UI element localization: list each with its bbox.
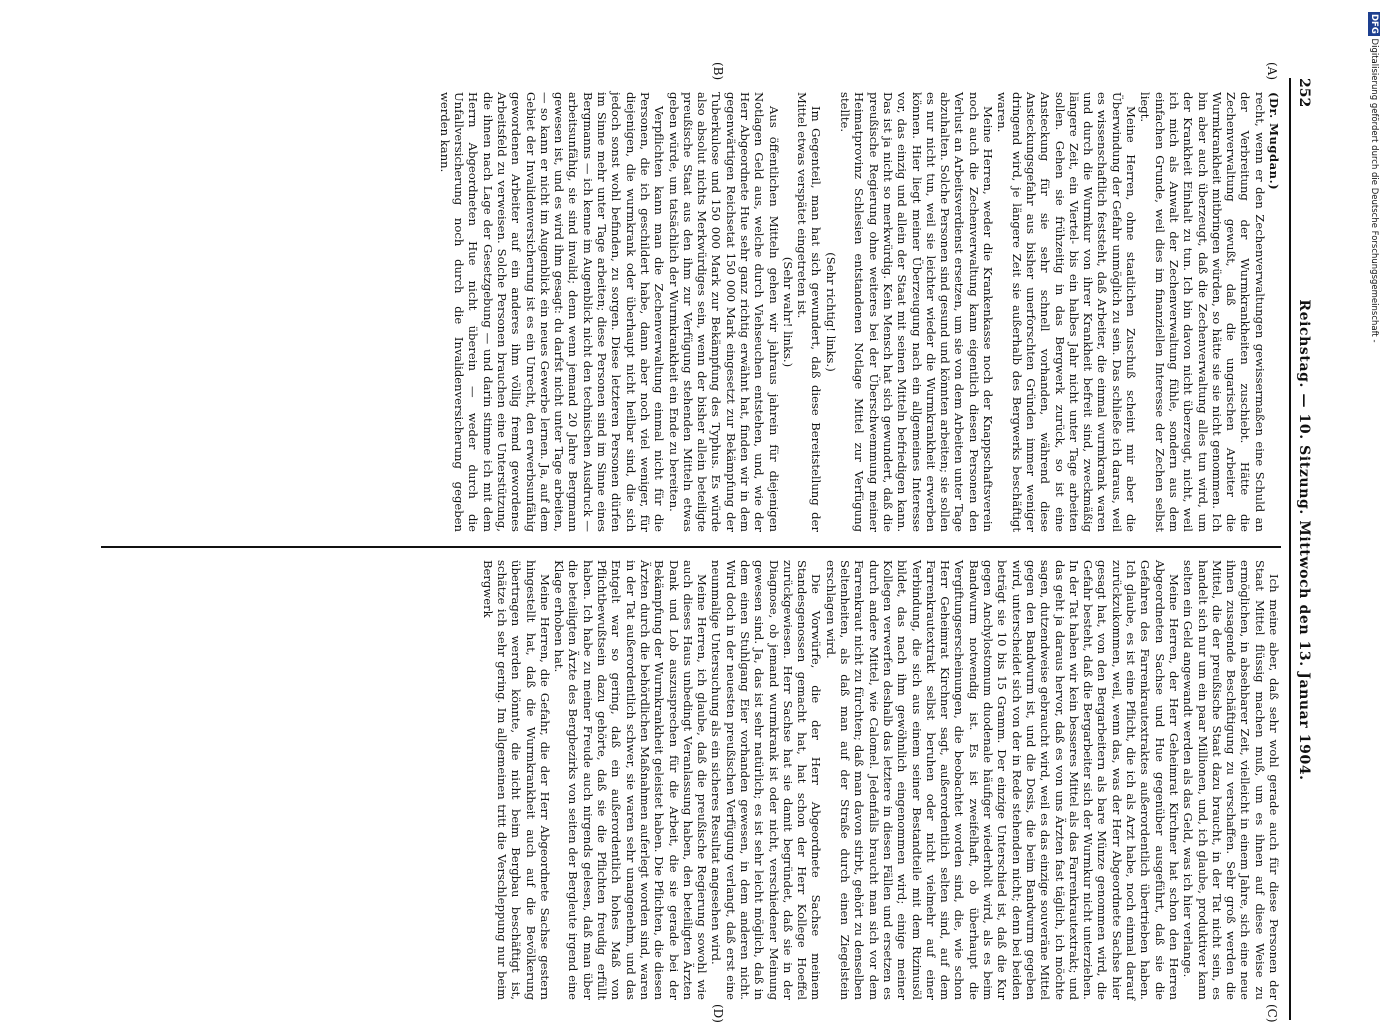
interjection: (Sehr wahr! links.) bbox=[780, 256, 795, 368]
paragraph: Meine Herren, ich glaube, daß die preußische Regierung sowohl wie auch dieses Haus unbedingt Veranlassung haben, den beteiligten Ärzten Dank und Lob auszusprechen für die Arbeit, die sie gerade bei der Bekämpfung der Wurmkrankheit geleistet haben. Die Pflichten, die diesen Ärzten durch die behördlichen Maßnahmen auferlegt worden sind, waren in der Tat außerordentlich schwer, sie waren sehr unangenehm, und das Entgelt war so gering, daß ein außerordentlich hohes Maß von Pflichtbewußtsein dazu gehörte, daß sie die Pflichten freudig erfüllt haben. Ich habe zu meiner Freude auch nirgends gelesen, daß man über die beteiligten Ärzte des Bergbezirks von seiten der Bergleute irgend eine Klage erhoben hat. bbox=[552, 560, 710, 1000]
margin-mark-b: (B) bbox=[711, 62, 725, 81]
digitization-credit bbox=[1368, 12, 1380, 343]
paragraph: Meine Herren, der Herr Geheimrat Kirchner hat schon den Herren Abgeordneten Sachse und Hue gegenüber ausgeführt, daß sie die Gefahren des Farrenkrautextraktes außerordentlich übertrieben haben. Ich glaube, es ist eine Pflicht, die ich als Arzt habe, noch einmal darauf zurückzukommen, weil, wenn das, was der Herr Abgeordnete Sachse hier gesagt hat, von den Bergarbeitern als bare Münze genommen wird, die Gefahr besteht, daß die Bergarbeiter sich der Wurmkur nicht unterziehen. In der Tat haben wir kein besseres Mittel als das Farrenkrautextrakt; und das geht ja daraus hervor, daß es von uns Ärzten fast täglich, ich möchte sagen, dutzendweise gebraucht wird, weil es das einzige souveräne Mittel gegen den Bandwurm ist, und die Dosis, die beim Bandwurm gegeben wird, unterscheidet sich von der in Rede stehenden nicht; denn bei beiden beträgt sie 10 bis 15 Gramm. Der einzige Unterschied ist, daß die Kur gegen Anchylostomum duodenale häufiger wiederholt wird, als es beim Bandwurm notwendig ist. Es ist zweifelhaft, ob überhaupt die Vergiftungserscheinungen, die beobachtet worden sind, die, wie schon Herr Geheimrat Kirchner sagt, außerordentlich selten sind, auf dem Farrenkrautextrakt selbst beruhen oder nicht vielmehr auf einer Verbindung, die sich aus einem seiner Bestandteile mit dem Rizinusöl bildet, das nach ihm gewöhnlich eingenommen wird; einige meiner Kollegen verwerfen deshalb das letztere in diesen Fällen und ersetzen es durch andere Mittel, wie Calomel. Jedenfalls braucht man sich vor dem Farrenkraut nicht zu fürchten; daß man davon stirbt, gehört zu denselben Seltenheiten, als daß man auf der Straße durch einen Ziegelstein erschlagen wird. bbox=[823, 560, 1181, 1000]
interjection: (Sehr richtig! links.) bbox=[823, 252, 838, 372]
right-column bbox=[480, 560, 1281, 1000]
speaker-reference: (Dr. Mugdan.) bbox=[1267, 92, 1281, 191]
paragraph: Im Gegenteil, man hat sich gewundert, daß diese Bereitstellung der Mittel etwas verspätet eingetreten ist. bbox=[795, 92, 824, 532]
newspaper-page bbox=[65, 60, 1315, 1023]
paragraph: Meine Herren, weder die Krankenkasse noch der Knappschaftsverein noch auch die Zechenverwaltung kann eigentlich diesen Personen den Verlust an Arbeitsverdienst ersetzen, um sie von dem Arbeiten unter Tage abzuhalten. Solche Personen sind gesund und könnten arbeiten; sie sollen es nur nicht tun, weil sie leichter wieder die Wurmkrankheit erwerben können. Hier liegt meiner Überzeugung nach ein allgemeines Interesse vor, das einzig und allein der Staat mit seinen Mitteln befriedigen kann. Das ist ja nicht so merkwürdig. Kein Mensch hat sich gewundert, daß die preußische Regierung ohne weiteres bei der Überschwemmung meiner Heimatprovinz Schlesien entstandenen Notlage Mittel zur Verfügung stellte. bbox=[838, 92, 996, 532]
paragraph: Meine Herren, ohne staatlichen Zuschuß scheint mir aber die Überwindung der Gefahr unmöglich zu sein. Das schließe ich daraus, weil es wissenschaftlich feststeht, daß Arbeiter, die einmal wurmkrank waren und durch die Wurmkur von ihrer Krankheit befreit sind, zweckmäßig längere Zeit, ein Viertel- bis ein halbes Jahr nicht unter Tage arbeiten sollen. Gehen sie frühzeitig in das Bergwerk zurück, so ist eine Ansteckung für sie sehr schnell vorhanden, während diese Ansteckungsgefahr aus bisher unerforschten Gründen immer weniger dringend wird, je längere Zeit sie außerhalb des Bergwerks beschäftigt waren. bbox=[995, 92, 1139, 532]
credit-text: Digitalisierung gefördert durch die Deutsche Forschungsgemeinschaft - bbox=[1369, 38, 1379, 343]
left-column bbox=[437, 92, 1281, 532]
column-divider bbox=[101, 546, 1281, 548]
paragraph: Meine Herren, die Gefahr, die der Herr Abgeordnete Sachse gestern hingestellt hat, daß die Wurmkrankheit auch auf die Bevölkerung übertragen werden könnte, die nicht beim Bergbau beschäftigt ist, schätze ich sehr gering. Im allgemeinen tritt die Verschleppung nur beim Bergwerk bbox=[480, 560, 552, 1000]
header-rule bbox=[1289, 78, 1291, 1020]
margin-mark-d: (D) bbox=[711, 1004, 725, 1023]
paragraph: Die Vorwürfe, die der Herr Abgeordnete Sachse meinem Standesgenossen gemacht hat, hat schon der Herr Kollege Hoeffel zurückgewiesen. Herr Sachse hat sie damit begründet, daß sie in der Diagnose, ob jemand wurmkrank ist oder nicht, verschiedener Meinung gewesen sind. Ja, das ist sehr natürlich; es ist sehr leicht möglich, daß in dem einen Stuhlgang Eier vorhanden gewesen, in dem anderen nicht. Wird doch in der neuesten preußischen Verfügung verlangt, daß erst eine neunmalige Untersuchung als ein sicheres Resultat angesehen wird. bbox=[709, 560, 824, 1000]
page-number: 252 bbox=[1296, 78, 1312, 108]
margin-mark-c: (C) bbox=[1265, 1004, 1279, 1023]
dfg-logo: DFG bbox=[1369, 14, 1379, 34]
paragraph: Ich meine aber, daß sehr wohl gerade auch für diese Personen der Staat Mittel flüssig machen muß, um es ihnen auf diese Weise zu ermöglichen, in absehbarer Zeit, vielleicht in einem Jahre, sich eine neue ihnen zusagende Beschäftigung zu verschaffen. Sehr groß werden die Mittel, die der preußische Staat dazu braucht, in der Tat nicht sein, es handelt sich nur um ein paar Millionen, und, ich glaube, produktiver kann selten ein Geld angewandt werden als das Geld, was ich hier verlange. bbox=[1181, 560, 1281, 1000]
paragraph: recht, wenn er den Zechenverwaltungen gewissermaßen eine Schuld an der Verbreitung der Wurmkrankheiten zuschiebt. Hätte die Zechenverwaltung gewußt, daß die ungarischen Arbeiter die Wurmkrankheit mitbringen würden, so hätte sie sie nicht genommen. Ich bin aber auch überzeugt, daß die Zechenverwaltung alles tun wird, um der Krankheit Einhalt zu tun. Ich bin davon nicht überzeugt, nicht, weil ich mich als Anwalt der Zechenverwaltung fühle, sondern aus dem einfachen Grunde, weil dies im finanziellen Interesse der Zechen selbst liegt. bbox=[1138, 92, 1267, 532]
margin-mark-a: (A) bbox=[1265, 62, 1279, 81]
paragraph: Verpflichten kann man die Zechenverwaltung einmal nicht für die Personen, die ich geschildert habe, dann aber noch viel weniger, für diejenigen, die wurmkrank oder überhaupt nicht heilbar sind, die sich jedoch sonst wohl befinden, zu sorgen. Diese letzteren Personen dürfen im Sinne mehr unter Tage arbeiten; diese Personen sind im Sinne eines Bergmanns — ich kenne im Augenblick nicht den technischen Ausdruck — arbeitsunfähig, sie sind invalid; denn wenn jemand 20 Jahre Bergmann gewesen ist, und es wird ihm gesagt: du darfst nicht unter Tage arbeiten, — so kann er nicht im Augenblick ein neues Gewerbe lernen. Ja, auf dem Gebiet der Invalidenversicherung ist es ein Unrecht, den erwerbsunfähig gewordenen Arbeiter auf ein anderes ihm völlig fremd gewordenes Arbeitsfeld zu verweisen. Solche Personen brauchen eine Unterstützung, die ihnen nach Lage der Gesetzgebung — und darin stimme ich mit dem Herrn Abgeordneten Hue nicht überein — weder durch die Unfallversicherung noch durch die Invalidenversicherung gegeben werden kann. bbox=[437, 92, 667, 532]
paragraph: Aus öffentlichen Mitteln gehen wir jahraus jahrein für diejenigen Notlagen Geld aus, welche durch Viehseuchen entstehen, und, wie der Herr Abgeordnete Hue sehr ganz richtig erwähnt hat, finden wir in dem gegenwärtigen Reichsetat 150 000 Mark eingesetzt zur Bekämpfung der Tuberkulose und 150 000 Mark zur Bekämpfung des Typhus. Es würde also absolut nichts Merkwürdiges sein, wenn der bisher allein beteiligte preußische Staat aus den ihm zur Verfügung stehenden Mitteln etwas geben würde, um tatsächlich der Wurmkrankheit ein Ende zu bereiten. bbox=[666, 92, 781, 532]
page-header bbox=[1285, 60, 1315, 1020]
page-title: Reichstag. — 10. Sitzung. Mittwoch den 13. Januar 1904. bbox=[1296, 299, 1312, 781]
